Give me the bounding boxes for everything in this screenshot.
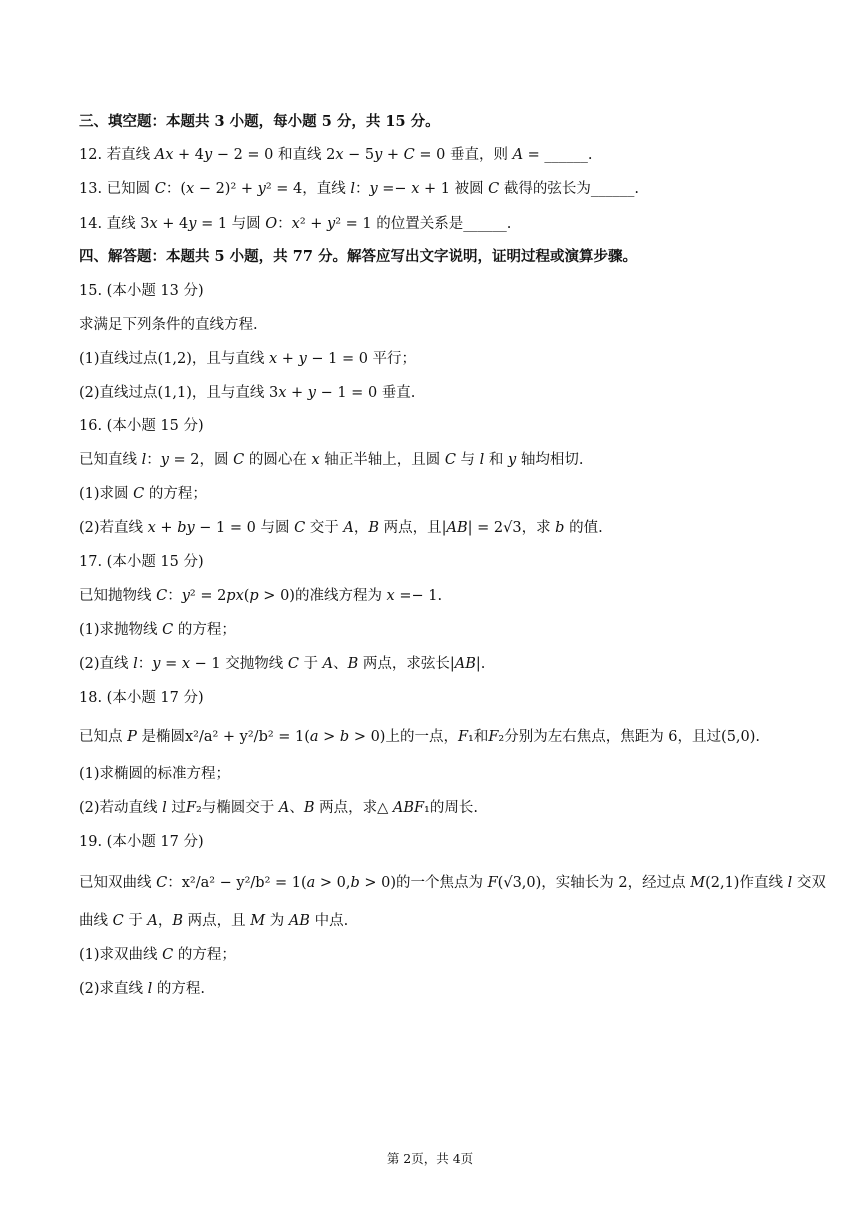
question-14: 14. 直线 3𝑥 + 4𝑦 = 1 与圆 𝑂：𝑥² + 𝑦² = 1 的位置关系是______. [79,216,512,232]
question-17-part-2: (2)直线 𝑙：𝑦 = 𝑥 − 1 交抛物线 𝐶 于 𝐴、𝐵 两点，求弦长|𝐴𝐵|. [79,656,486,672]
question-16-header: 16. (本小题 15 分) [79,418,204,434]
question-18-part-2: (2)若动直线 𝑙 过𝐹₂与椭圆交于 𝐴、𝐵 两点，求△ 𝐴𝐵𝐹₁的周长. [79,800,478,816]
question-15-part-1: (1)直线过点(1,2)，且与直线 𝑥 + 𝑦 − 1 = 0 平行； [79,351,417,367]
question-12: 12. 若直线 𝐴𝑥 + 4𝑦 − 2 = 0 和直线 2𝑥 − 5𝑦 + 𝐶 = 0 垂直，则 𝐴 = ______. [79,147,593,163]
question-16-part-2: (2)若直线 𝑥 + 𝑏𝑦 − 1 = 0 与圆 𝐶 交于 𝐴，𝐵 两点，且|𝐴𝐵| = 2√3，求 𝑏 的值. [79,520,603,536]
section-3-heading: 三、填空题：本题共 3 小题，每小题 5 分，共 15 分。 [79,113,440,130]
question-15-part-2: (2)直线过点(1,1)，且与直线 3𝑥 + 𝑦 − 1 = 0 垂直. [79,385,416,401]
question-17-header: 17. (本小题 15 分) [79,554,204,570]
question-19-prompt-continued: 曲线 𝐶 于 𝐴，𝐵 两点，且 𝑀 为 𝐴𝐵 中点. [79,913,349,929]
question-19-part-2: (2)求直线 𝑙 的方程. [79,981,206,997]
question-18-header: 18. (本小题 17 分) [79,690,204,706]
question-15-prompt: 求满足下列条件的直线方程. [79,317,258,333]
question-13: 13. 已知圆 𝐶：(𝑥 − 2)² + 𝑦² = 4，直线 𝑙：𝑦 =− 𝑥 + 1 被圆 𝐶 截得的弦长为______. [79,181,639,197]
question-18-prompt: 已知点 𝑃 是椭圆x²/a² + y²/b² = 1(𝑎 > 𝑏 > 0)上的一点，𝐹₁和𝐹₂分别为左右焦点，焦距为 6，且过(5,0). [79,729,761,745]
section-4-heading: 四、解答题：本题共 5 小题，共 77 分。解答应写出文字说明，证明过程或演算步骤。 [79,248,637,265]
question-17-part-1: (1)求抛物线 𝐶 的方程； [79,622,236,638]
question-16-prompt: 已知直线 𝑙：𝑦 = 2，圆 𝐶 的圆心在 𝑥 轴正半轴上，且圆 𝐶 与 𝑙 和 𝑦 轴均相切. [79,452,584,468]
question-19-header: 19. (本小题 17 分) [79,834,204,850]
question-15-header: 15. (本小题 13 分) [79,283,204,299]
question-18-part-1: (1)求椭圆的标准方程； [79,766,231,782]
question-19-part-1: (1)求双曲线 𝐶 的方程； [79,947,236,963]
question-17-prompt: 已知抛物线 𝐶：𝑦² = 2𝑝𝑥(𝑝 > 0)的准线方程为 𝑥 =− 1. [79,588,443,604]
question-16-part-1: (1)求圆 𝐶 的方程； [79,486,207,502]
page-footer: 第 2页，共 4页 [386,1151,474,1166]
question-19-prompt: 已知双曲线 𝐶：x²/a² − y²/b² = 1(𝑎 > 0,𝑏 > 0)的一个焦点为 𝐹(√3,0)，实轴长为 2，经过点 𝑀(2,1)作直线 𝑙 交双 [79,875,826,891]
